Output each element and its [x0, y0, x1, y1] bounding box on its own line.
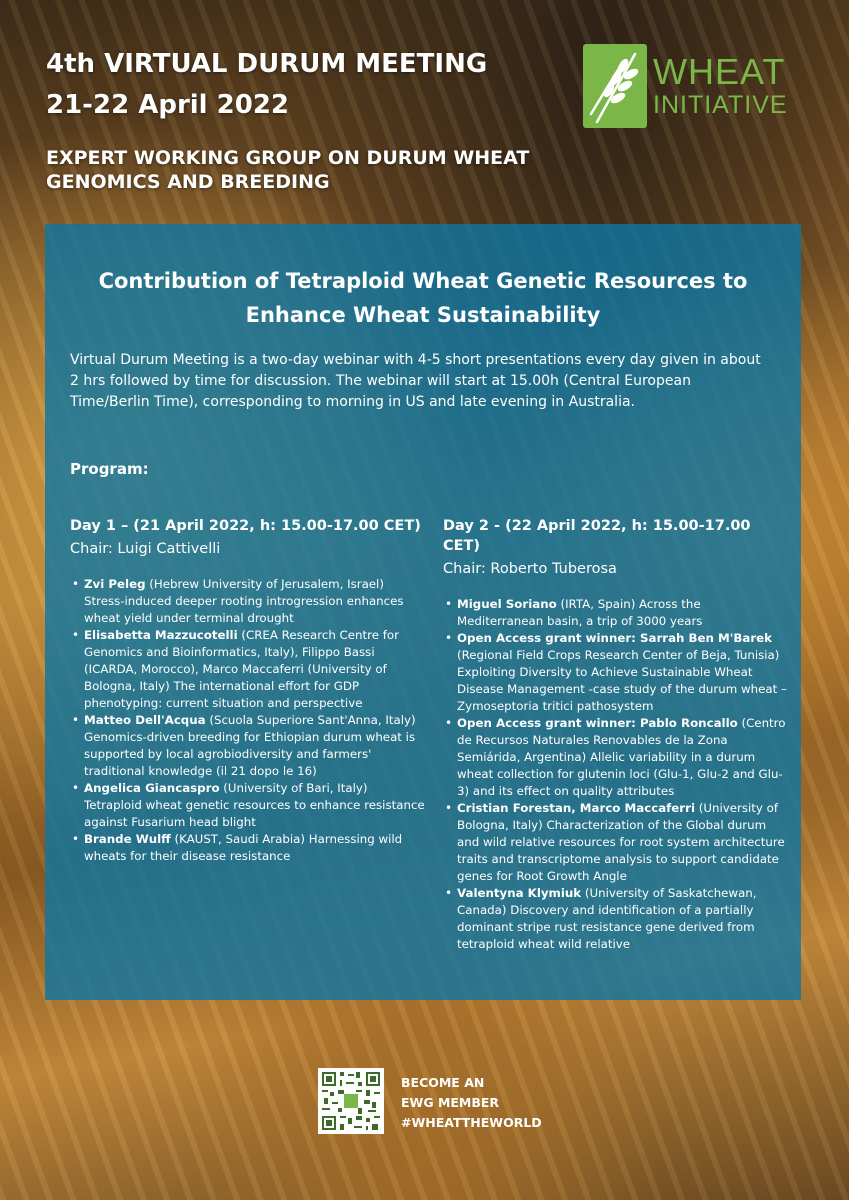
qr-code-icon[interactable] — [318, 1068, 384, 1134]
day2-heading: Day 2 - (22 April 2022, h: 15.00-17.00 CET) — [443, 518, 751, 554]
program-label: Program: — [70, 460, 149, 478]
footer-line-2: EWG MEMBER — [401, 1095, 500, 1110]
list-item: • Zvi Peleg (Hebrew University of Jerusalem, Israel) Stress-induced deeper rooting introgression enhances wheat yield under terminal drought — [84, 576, 425, 627]
membership-footer — [318, 1068, 542, 1134]
day2-chair: Chair: Roberto Tuberosa — [443, 561, 617, 577]
day1-chair: Chair: Luigi Cattivelli — [70, 541, 221, 557]
working-group-title: EXPERT WORKING GROUP ON DURUM WHEAT GENOMICS AND BREEDING — [46, 147, 530, 193]
day2-list — [443, 596, 788, 953]
list-item: • Matteo Dell'Acqua (Scuola Superiore Sant'Anna, Italy) Genomics-driven breeding for Ethiopian durum wheat is supported by local agrobiodiversity and farmers' traditional knowledge (il 21 dopo le 16) — [84, 712, 425, 780]
event-dates: 21-22 April 2022 — [46, 90, 290, 120]
panel-title: Contribution of Tetraploid Wheat Genetic Resources to Enhance Wheat Sustainability — [98, 269, 748, 327]
event-title: 4th VIRTUAL DURUM MEETING — [46, 49, 488, 79]
wheat-initiative-logo — [583, 44, 788, 128]
day1-column — [70, 516, 425, 865]
day1-heading: Day 1 – (21 April 2022, h: 15.00-17.00 CET) — [70, 518, 421, 534]
footer-line-1: BECOME AN — [401, 1075, 485, 1090]
list-item: • Cristian Forestan, Marco Maccaferri (University of Bologna, Italy) Characterization of the Global durum and wild relative resources for root system architecture traits and transcriptome analysis to support candidate genes for Root Growth Angle — [457, 800, 788, 885]
program-panel — [45, 224, 801, 1000]
list-item: • Valentyna Klymiuk (University of Saskatchewan, Canada) Discovery and identification of a partially dominant stripe rust resistance gene derived from tetraploid wheat wild relative — [457, 885, 788, 953]
day2-column — [443, 516, 788, 953]
wheat-ear-icon — [583, 44, 647, 128]
list-item: • Open Access grant winner: Pablo Roncallo (Centro de Recursos Naturales Renovables de la Zona Semiárida, Argentina) Allelic variability in a durum wheat collection for glutenin loci (Glu-1, Glu-2 and Glu-3) and its effect on quality attributes — [457, 715, 788, 800]
logo-word-initiative: INITIATIVE — [653, 91, 788, 119]
day1-list — [70, 576, 425, 865]
list-item: • Miguel Soriano (IRTA, Spain) Across the Mediterranean basin, a trip of 3000 years — [457, 596, 788, 630]
list-item: • Elisabetta Mazzucotelli (CREA Research Centre for Genomics and Bioinformatics, Italy), Filippo Bassi (ICARDA, Morocco), Marco Maccaferri (University of Bologna, Italy) The international effort for GDP phenotyping: current situation and perspective — [84, 627, 425, 712]
list-item: • Open Access grant winner: Sarrah Ben M'Barek (Regional Field Crops Research Center of Beja, Tunisia) Exploiting Diversity to Achieve Sustainable Wheat Disease Management -case study of the durum wheat – Zymoseptoria tritici pathosystem — [457, 630, 788, 715]
intro-paragraph: Virtual Durum Meeting is a two-day webinar with 4-5 short presentations every day given in about 2 hrs followed by time for discussion. The webinar will start at 15.00h (Central European Time/Berlin Time), corresponding to morning in US and late evening in Australia. — [70, 352, 761, 410]
logo-word-wheat: WHEAT — [653, 51, 786, 92]
list-item: • Brande Wulff (KAUST, Saudi Arabia) Harnessing wild wheats for their disease resistance — [84, 831, 425, 865]
footer-hashtag: #WHEATTHEWORLD — [401, 1115, 542, 1130]
list-item: • Angelica Giancaspro (University of Bari, Italy) Tetraploid wheat genetic resources to enhance resistance against Fusarium head blight — [84, 780, 425, 831]
